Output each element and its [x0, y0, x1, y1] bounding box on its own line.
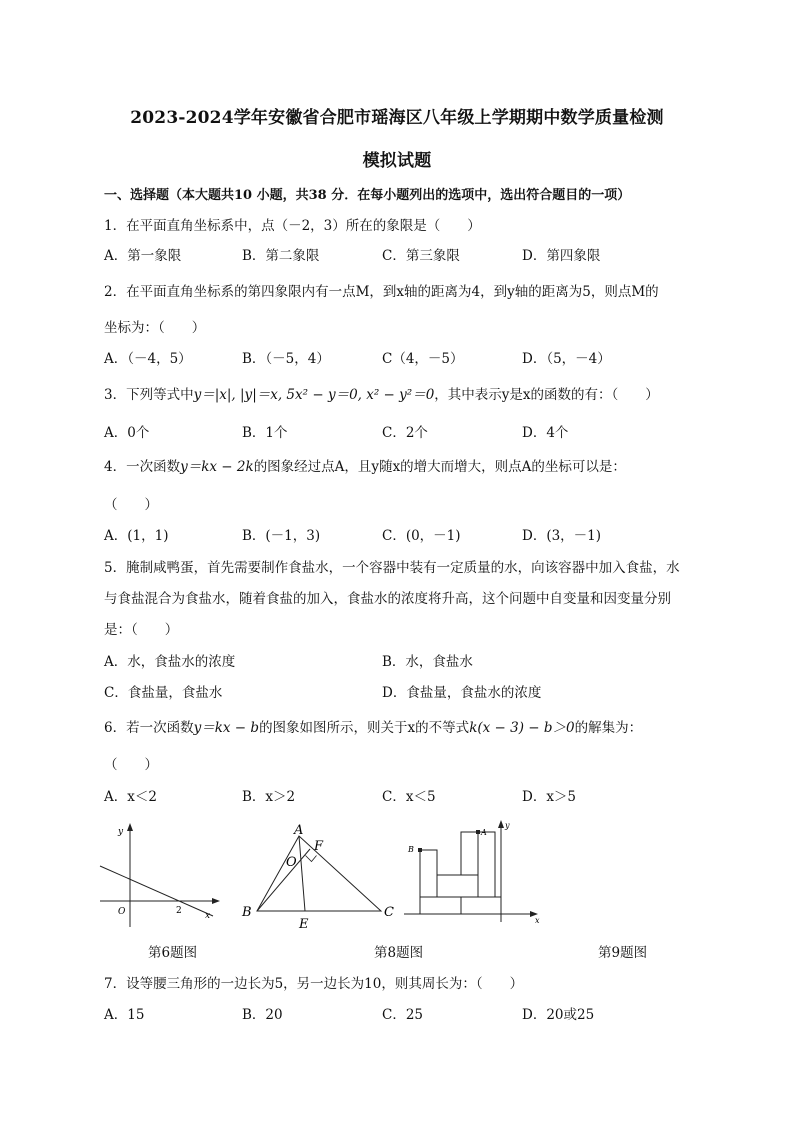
fig9-label-b: B	[408, 845, 414, 854]
q3-option-d: D．4个	[522, 425, 569, 441]
fig9-block-left-tall	[420, 850, 437, 897]
q6-stem-post: 的解集为：	[574, 720, 643, 736]
q6-inequality: k(x − 3) − b＞0	[469, 720, 575, 736]
q2-option-b: B．（－5，4）	[242, 351, 330, 367]
q4-option-c: C．(0，－1)	[382, 528, 461, 544]
q4-formula: y＝kx − 2k	[180, 459, 254, 475]
fig9-label-a: A	[481, 828, 487, 837]
page-subtitle: 模拟试题	[362, 151, 432, 171]
question-3-stem	[104, 383, 659, 403]
question-7-stem: 7．设等腰三角形的一边长为5，另一边长为10，则其周长为：（ ）	[104, 976, 524, 992]
fig6-y-label: y	[118, 827, 124, 837]
q6-formula: y＝kx − b	[193, 720, 260, 736]
fig9-block-middle	[437, 875, 478, 897]
fig6-x-label: x	[205, 911, 211, 921]
q3-option-c: C．2个	[382, 425, 428, 441]
q7-option-b: B．20	[242, 1007, 283, 1023]
q4-option-a: A．(1，1)	[104, 528, 169, 544]
figure-8-triangle	[238, 822, 408, 932]
q6-stem-pre: 6．若一次函数	[104, 720, 194, 736]
question-5-stem-line1: 5．腌制咸鸭蛋，首先需要制作食盐水，一个容器中装有一定质量的水，向该容器中加入食盐，水	[104, 560, 680, 576]
fig6-y-arrow-icon	[127, 823, 133, 831]
page-title: 2023-2024学年安徽省合肥市瑶海区八年级上学期期中数学质量检测	[130, 108, 664, 128]
q2-option-c: C（4，－5）	[382, 351, 464, 367]
q3-stem-post: ，其中表示y是x的函数的有：（ ）	[434, 387, 659, 403]
question-4-stem-line2: （ ）	[104, 497, 158, 513]
fig9-block-bottom-right	[461, 897, 501, 914]
figure-8-caption: 第8题图	[374, 945, 424, 961]
fig8-label-b: B	[242, 905, 252, 920]
fig8-label-f: F	[314, 839, 324, 854]
fig8-right-angle-mark	[306, 856, 317, 862]
fig8-label-e: E	[299, 917, 309, 932]
fig9-block-upper-tall	[461, 832, 478, 875]
section-heading: 一、选择题（本大题共10 小题，共38 分．在每小题列出的选项中，选出符合题目的一项）	[104, 188, 631, 203]
question-2-stem-line1: 2．在平面直角坐标系的第四象限内有一点M，到x轴的距离为4，到y轴的距离为5，则点M的	[104, 284, 659, 300]
q6-option-b: B．x＞2	[242, 789, 296, 805]
q1-option-b: B．第二象限	[242, 248, 320, 264]
q1-option-a: A．第一象限	[104, 248, 182, 264]
fig9-point-b	[418, 848, 422, 852]
q5-option-a: A．水，食盐水的浓度	[104, 654, 236, 670]
q1-option-d: D．第四象限	[522, 248, 601, 264]
figure-9-blocks	[404, 818, 554, 928]
question-6-stem-line2: （ ）	[104, 757, 158, 773]
fig6-x-arrow-icon	[212, 898, 220, 904]
figure-6-caption: 第6题图	[148, 945, 198, 961]
q7-option-d: D．20或25	[522, 1007, 595, 1023]
q2-option-d: D．（5，－4）	[522, 351, 611, 367]
fig9-x-label: x	[535, 916, 540, 925]
question-1-stem: 1．在平面直角坐标系中，点（－2，3）所在的象限是（ ）	[104, 218, 481, 234]
question-6-stem	[104, 716, 642, 736]
q6-stem-mid: 的图象如图所示，则关于x的不等式	[259, 720, 470, 736]
q4-stem-post: 的图象经过点A，且y随x的增大而增大，则点A的坐标可以是：	[253, 459, 626, 475]
fig6-origin-label: O	[118, 907, 126, 917]
question-2-stem-line2: 坐标为：（ ）	[104, 320, 206, 336]
q6-option-a: A．x＜2	[104, 789, 157, 805]
fig9-point-a	[476, 830, 480, 834]
q4-option-b: B．(－1，3)	[242, 528, 321, 544]
q7-option-a: A．15	[104, 1007, 145, 1023]
q3-option-b: B．1个	[242, 425, 288, 441]
fig9-y-arrow-icon	[498, 820, 504, 828]
question-4-stem	[104, 455, 626, 475]
fig9-block-right-tall	[478, 832, 495, 897]
figure-6-graph	[100, 822, 220, 932]
fig8-label-o: O	[286, 855, 297, 870]
q7-option-c: C．25	[382, 1007, 424, 1023]
question-5-stem-line3: 是：（ ）	[104, 622, 179, 638]
q3-stem-pre: 3．下列等式中	[104, 387, 194, 403]
figure-9-caption: 第9题图	[598, 945, 648, 961]
q3-formula: y＝|x|, |y|＝x, 5x² − y＝0, x² − y²＝0	[193, 387, 435, 403]
q5-option-b: B．水，食盐水	[382, 654, 473, 670]
q2-option-a: A．（－4，5）	[104, 351, 192, 367]
q3-option-a: A．0个	[104, 425, 150, 441]
fig8-segment-ae	[299, 836, 305, 911]
fig9-block-bottom-left	[420, 897, 461, 914]
question-5-stem-line2: 与食盐混合为食盐水，随着食盐的加入，食盐水的浓度将升高，这个问题中自变量和因变量分别	[104, 591, 671, 607]
fig8-label-c: C	[384, 905, 394, 920]
q5-option-c: C．食盐量，食盐水	[104, 685, 223, 701]
fig9-y-label: y	[505, 821, 510, 830]
q5-option-d: D．食盐量，食盐水的浓度	[382, 685, 542, 701]
q1-option-c: C．第三象限	[382, 248, 460, 264]
q4-option-d: D．(3，－1)	[522, 528, 602, 544]
q4-stem-pre: 4．一次函数	[104, 459, 181, 475]
q6-option-c: C．x＜5	[382, 789, 436, 805]
fig8-label-a: A	[294, 823, 304, 838]
q6-option-d: D．x＞5	[522, 789, 577, 805]
fig6-tick-label: 2	[176, 906, 182, 916]
fig6-function-line	[100, 866, 213, 916]
